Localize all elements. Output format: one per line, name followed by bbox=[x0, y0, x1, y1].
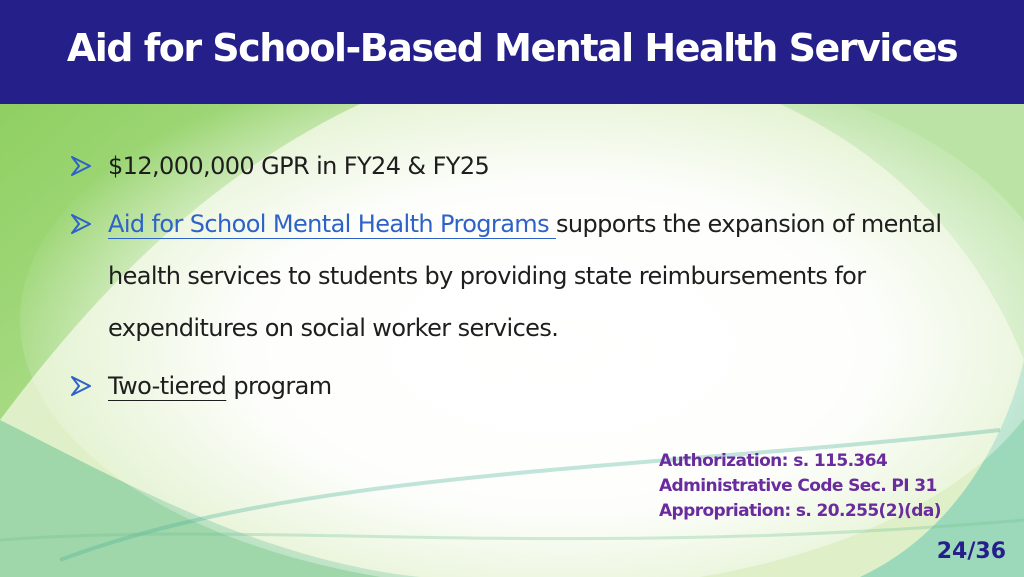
program-link[interactable]: Aid for School Mental Health Programs bbox=[108, 210, 557, 238]
arrow-bullet-icon bbox=[70, 156, 92, 176]
bullet-item bbox=[70, 360, 950, 412]
slide-title: Aid for School-Based Mental Health Services bbox=[66, 26, 958, 70]
admin-code-ref: Administrative Code Sec. PI 31 bbox=[659, 476, 937, 496]
references bbox=[659, 449, 941, 524]
bullet-text: supports the expansion of mental health services to students by providing state reimbursements for expenditures on social worker services. bbox=[108, 210, 942, 342]
bullet-item bbox=[70, 140, 950, 192]
two-tiered-text: Two-tiered bbox=[108, 372, 227, 400]
page-number: 24/36 bbox=[936, 539, 1006, 564]
appropriation-ref: Appropriation: s. 20.255(2)(da) bbox=[659, 501, 941, 521]
bullet-text: $12,000,000 GPR in FY24 & FY25 bbox=[108, 152, 490, 180]
bullet-item bbox=[70, 198, 950, 354]
arrow-bullet-icon bbox=[70, 376, 92, 396]
bullet-list bbox=[70, 140, 950, 412]
arrow-bullet-icon bbox=[70, 214, 92, 234]
authorization-ref: Authorization: s. 115.364 bbox=[659, 451, 888, 471]
bullet-text: program bbox=[226, 372, 332, 400]
